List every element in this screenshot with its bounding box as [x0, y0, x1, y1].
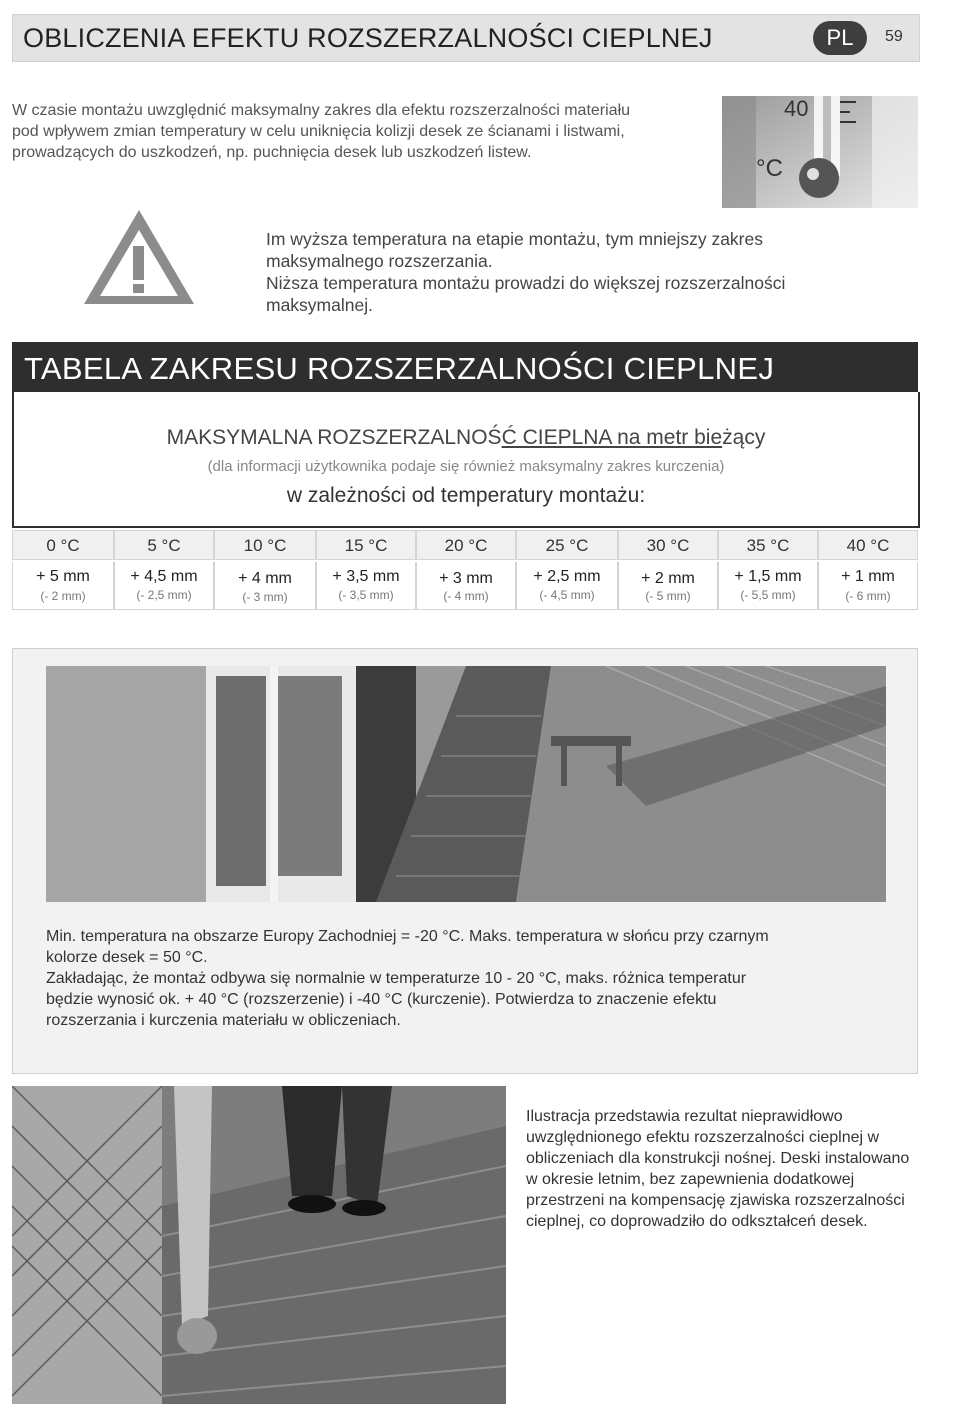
table-heading-part: żący [722, 426, 766, 449]
table-heading-underlined: Ć CIEPLNA na metr bie [501, 426, 723, 449]
intro-line: pod wpływem zmian temperatury w celu uniknięcia kolizji desek ze ścianami i listwami, [12, 123, 625, 140]
warning-text [266, 228, 886, 316]
table-subheading: (dla informacji użytkownika podaje się również maksymalny zakres kurczenia) [207, 458, 725, 475]
warning-line: maksymalnej. [266, 295, 373, 315]
terrace-photo [46, 666, 886, 902]
expansion-value: + 1 mm [841, 568, 895, 585]
table-title: TABELA ZAKRESU ROZSZERZALNOŚCI CIEPLNEJ [24, 351, 775, 386]
shrink-value: (- 4 mm) [443, 589, 489, 603]
table-value-cell [818, 562, 918, 610]
page-number: 59 [885, 28, 903, 45]
table-heading-secondary: w zależności od temperatury montażu: [286, 484, 646, 507]
warning-line: Im wyższa temperatura na etapie montażu, tym mniejszy zakres [266, 229, 763, 249]
table-value-cell [718, 562, 818, 610]
temperature-header: 10 °C [214, 530, 316, 560]
language-badge: PL [813, 21, 867, 55]
panel-text [46, 926, 886, 1031]
panel-line: kolorze desek = 50 °C. [46, 949, 208, 966]
table-heading-part: MAKSYMALNA ROZSZERZALNOŚ [166, 426, 502, 449]
table-value-cell [214, 562, 316, 610]
table-value-cell [618, 562, 718, 610]
shrink-value: (- 5,5 mm) [740, 588, 796, 602]
thermometer-unit: °C [756, 155, 783, 182]
table-title-bar [12, 342, 918, 392]
table-value-cell [416, 562, 516, 610]
temperature-header: 20 °C [416, 530, 516, 560]
temperature-header: 15 °C [316, 530, 416, 560]
caption-line: przestrzeni na kompensację zjawiska rozszerzalności [526, 1192, 905, 1209]
photo-caption [526, 1106, 960, 1232]
shrink-value: (- 5 mm) [645, 589, 691, 603]
temperature-header: 5 °C [114, 530, 214, 560]
shrink-value: (- 3,5 mm) [338, 588, 394, 602]
expansion-value: + 3,5 mm [332, 568, 400, 585]
caption-line: uwzględnionego efektu rozszerzalności cieplnej w [526, 1129, 880, 1146]
temperature-header: 35 °C [718, 530, 818, 560]
shrink-value: (- 2,5 mm) [136, 588, 192, 602]
expansion-value: + 5 mm [36, 568, 90, 585]
shrink-value: (- 4,5 mm) [539, 588, 595, 602]
temperature-header: 25 °C [516, 530, 618, 560]
shrink-value: (- 6 mm) [845, 589, 891, 603]
page-title: OBLICZENIA EFEKTU ROZSZERZALNOŚCI CIEPLNEJ [23, 23, 713, 53]
panel-line: rozszerzania i kurczenia materiału w obliczeniach. [46, 1012, 401, 1029]
temperature-header: 0 °C [12, 530, 114, 560]
table-heading-box [12, 392, 920, 528]
panel-line: Zakładając, że montaż odbywa się normalnie w temperaturze 10 - 20 °C, maks. różnica temperatur [46, 970, 747, 987]
shrink-value: (- 2 mm) [40, 589, 86, 603]
expansion-value: + 2,5 mm [533, 568, 601, 585]
table-value-cell [316, 562, 416, 610]
warning-icon [80, 206, 198, 310]
caption-line: w okresie letnim, bez zapewnienia dodatkowej [526, 1171, 855, 1188]
page-header [12, 14, 920, 62]
expansion-value: + 4,5 mm [130, 568, 198, 585]
intro-line: prowadzących do uszkodzeń, np. puchnięcia desek lub uszkodzeń listew. [12, 144, 532, 161]
expansion-value: + 4 mm [238, 570, 292, 587]
intro-line: W czasie montażu uwzględnić maksymalny zakres dla efektu rozszerzalności materiału [12, 102, 631, 119]
shrink-value: (- 3 mm) [242, 590, 288, 604]
table-value-cell [114, 562, 214, 610]
temperature-header: 30 °C [618, 530, 718, 560]
panel-line: Min. temperatura na obszarze Europy Zachodniej = -20 °C. Maks. temperatura w słońcu przy czarnym [46, 928, 769, 945]
intro-paragraph [12, 100, 722, 163]
thermometer-photo [722, 96, 918, 208]
thermometer-reading: 40 [784, 96, 809, 121]
table-heading [14, 426, 918, 450]
caption-line: Ilustracja przedstawia rezultat nieprawidłowo [526, 1108, 843, 1125]
expansion-value: + 2 mm [641, 570, 695, 587]
warning-line: Niższa temperatura montażu prowadzi do większej rozszerzalności [266, 273, 786, 293]
expansion-value: + 3 mm [439, 570, 493, 587]
expansion-value: + 1,5 mm [734, 568, 802, 585]
deformed-deck-photo [12, 1086, 506, 1404]
caption-line: cieplnej, co doprowadziło do odkształceń desek. [526, 1213, 868, 1230]
temperature-header: 40 °C [818, 530, 918, 560]
warning-line: maksymalnego rozszerzania. [266, 251, 493, 271]
caption-line: obliczeniach dla konstrukcji nośnej. Deski instalowano [526, 1150, 910, 1167]
table-value-cell [12, 562, 114, 610]
table-value-cell [516, 562, 618, 610]
panel-line: będzie wynosić ok. + 40 °C (rozszerzenie) i -40 °C (kurczenie). Potwierdza to znaczenie efektu [46, 991, 717, 1008]
